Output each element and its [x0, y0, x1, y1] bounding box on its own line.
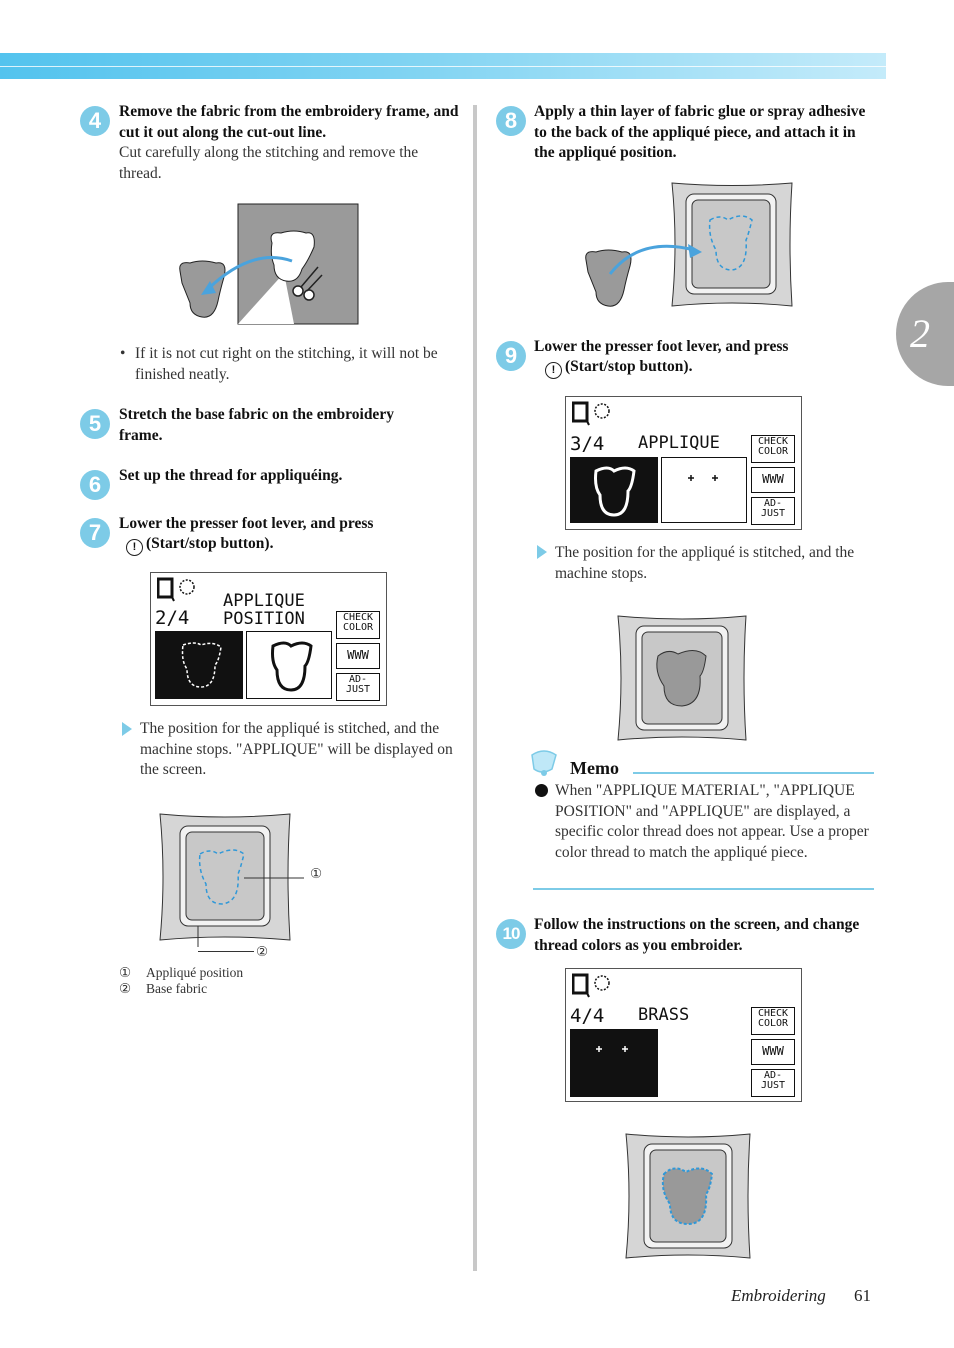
lcd-preview-dark — [155, 631, 243, 699]
adjust-button-2[interactable]: AD- JUST — [751, 497, 795, 525]
lcd-step-count: 2/4 — [155, 607, 190, 629]
machine-frame-icon — [157, 577, 201, 603]
legend-1-label: Appliqué position — [146, 965, 244, 980]
lcd-preview-dark-2 — [570, 457, 658, 523]
step-4-title: Remove the fabric from the embroidery frame, and cut it out along the cut-out line. — [119, 103, 459, 141]
callout-2: ② — [256, 944, 269, 959]
step-6-number: 6 — [80, 470, 110, 500]
step-4-number: 4 — [80, 106, 110, 136]
check-color-button-2[interactable]: CHECK COLOR — [751, 435, 795, 463]
result-arrow — [122, 722, 132, 736]
step-4-bullet: If it is not cut right on the stitching, it will not be finished neatly. — [135, 345, 438, 383]
lcd-screen-step9 — [565, 396, 802, 530]
stitch-button-3[interactable]: WWW — [751, 1039, 795, 1065]
memo-bullet — [535, 784, 548, 797]
memo-bell-icon — [528, 747, 560, 777]
memo-title: Memo — [570, 758, 619, 778]
stitch-button[interactable]: WWW — [336, 643, 380, 669]
legend-2-label: Base fabric — [146, 981, 208, 996]
step-9-title-b-line — [545, 357, 875, 379]
step-8-number: 8 — [496, 106, 526, 136]
step-5-number: 5 — [80, 409, 110, 439]
cut-out-illustration — [176, 203, 361, 327]
step-9-title-b: (Start/stop button). — [565, 358, 693, 375]
adjust-button-3[interactable]: AD- JUST — [751, 1069, 795, 1097]
adjust-button[interactable]: AD- JUST — [336, 673, 380, 701]
lcd-preview-light — [246, 631, 332, 699]
start-stop-icon-2: ! — [545, 362, 562, 379]
legend-2-mark: ② — [119, 981, 132, 996]
footer-section: Embroidering — [731, 1286, 826, 1305]
memo-bottom-rule — [533, 888, 874, 890]
callout-2-leader — [198, 951, 254, 952]
step-9-result: The position for the appliqué is stitched, and the machine stops. — [555, 544, 855, 582]
lcd-screen-step10 — [565, 968, 802, 1102]
step-5-title: Stretch the base fabric on the embroidery frame. — [119, 406, 394, 444]
chapter-number: 2 — [910, 311, 930, 356]
step-9-number: 9 — [496, 341, 526, 371]
step-8-title: Apply a thin layer of fabric glue or spray adhesive to the back of the appliqué piece, and attach it in the appliqué position. — [534, 103, 866, 161]
lcd-step-count-3: 4/4 — [570, 1005, 605, 1027]
lcd-line1: APPLIQUE — [223, 591, 305, 611]
frame-illustration-step10 — [624, 1132, 754, 1262]
start-stop-icon: ! — [126, 539, 143, 556]
lcd-line2: POSITION — [223, 609, 305, 629]
callout-1: ① — [310, 866, 323, 881]
frame-illustration-step9 — [616, 614, 750, 744]
step-7-result: The position for the appliqué is stitched, and the machine stops. "APPLIQUE" will be displayed on the screen. — [140, 720, 453, 778]
step-10-title: Follow the instructions on the screen, and change thread colors as you embroider. — [534, 916, 860, 954]
step-7-title-b: (Start/stop button). — [146, 535, 274, 552]
lcd-line1-2: APPLIQUE — [638, 433, 720, 453]
bullet-dot: • — [120, 345, 126, 362]
result-arrow-2 — [537, 545, 547, 559]
frame-illustration-step7 — [158, 812, 318, 947]
machine-frame-icon-3 — [572, 973, 616, 999]
step-9-title-a: Lower the presser foot lever, and press — [534, 338, 789, 355]
step-10-number: 10 — [496, 919, 526, 949]
check-color-button-3[interactable]: CHECK COLOR — [751, 1007, 795, 1035]
header-bar-line — [0, 66, 886, 67]
memo-text: When "APPLIQUE MATERIAL", "APPLIQUE POSITION" and "APPLIQUE" are displayed, a specific color thread does not appear. Use a proper color thread to match the appliqué piece. — [555, 782, 869, 861]
column-divider — [473, 105, 477, 1271]
memo-title-rule — [633, 772, 874, 774]
step-6-title: Set up the thread for appliquéing. — [119, 467, 343, 484]
lcd-line1-3: BRASS — [638, 1005, 690, 1025]
lcd-preview-dark-3 — [570, 1029, 658, 1097]
glue-illustration — [582, 180, 796, 312]
lcd-screen-step7 — [150, 572, 387, 706]
machine-frame-icon-2 — [572, 401, 616, 427]
lcd-step-count-2: 3/4 — [570, 433, 605, 455]
lcd-preview-light-2 — [661, 457, 747, 523]
step-7-title-b-line — [126, 534, 456, 556]
check-color-button[interactable]: CHECK COLOR — [336, 611, 380, 639]
stitch-button-2[interactable]: WWW — [751, 467, 795, 493]
step-4-text: Cut carefully along the stitching and remove the thread. — [119, 144, 419, 182]
step-7-number: 7 — [80, 518, 110, 548]
footer-page-number: 61 — [854, 1286, 871, 1305]
step-7-title-a: Lower the presser foot lever, and press — [119, 515, 374, 532]
legend-1-mark: ① — [119, 965, 132, 980]
